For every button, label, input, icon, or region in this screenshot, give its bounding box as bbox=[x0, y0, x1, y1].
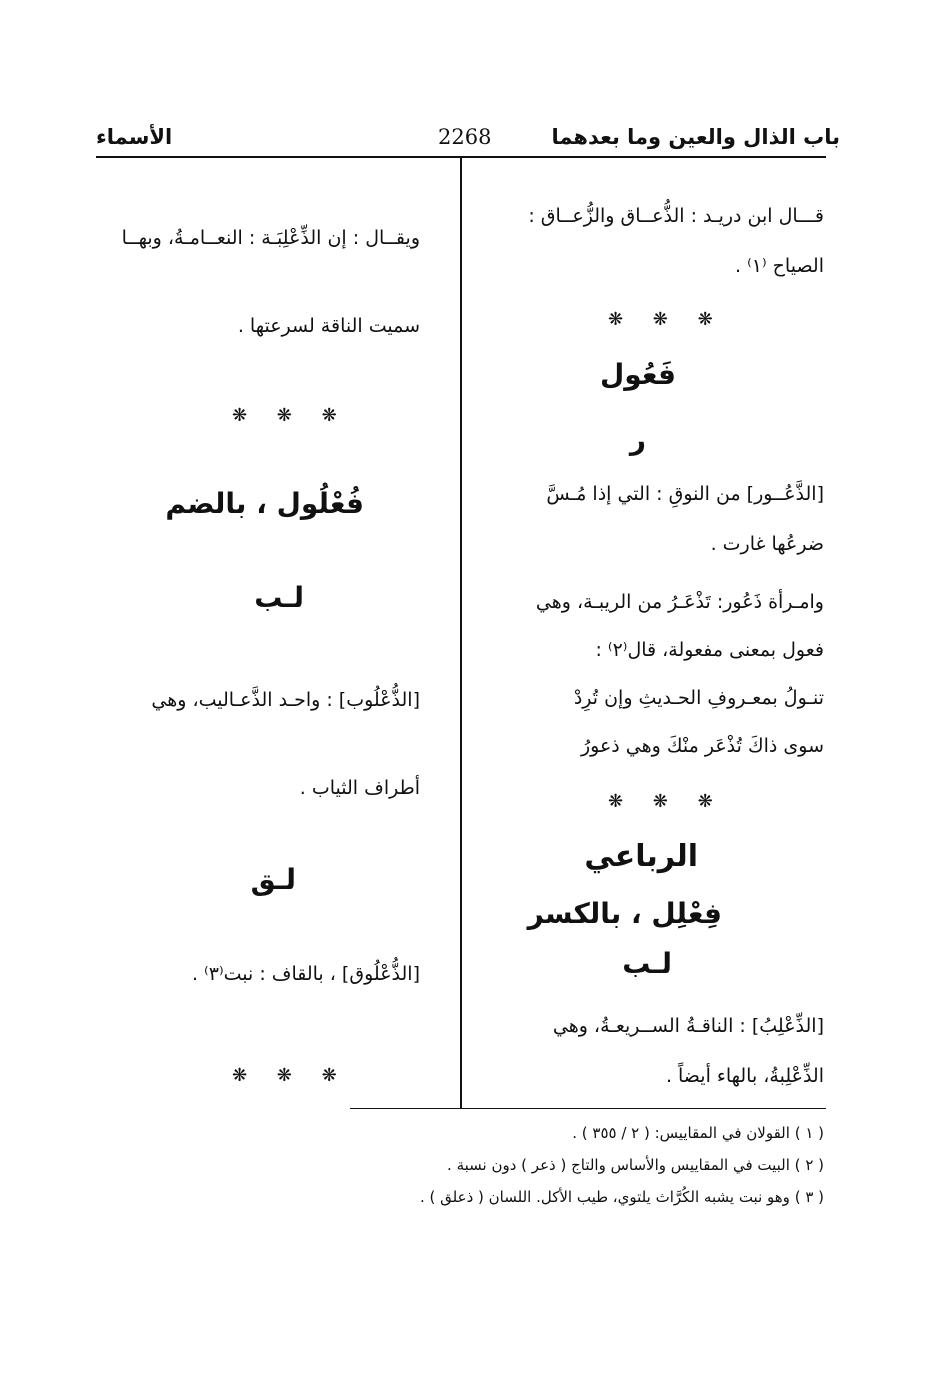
right-p4-line2: الذِّعْلِبةُ، بالهاء أيضاً . bbox=[665, 1065, 824, 1087]
heading-fauul: فَعُول bbox=[600, 358, 676, 391]
right-stars-2: ❋ ❋ ❋ bbox=[608, 791, 725, 812]
right-p3-line2: فعول بمعنى مفعولة، قال⁽٢⁾ : bbox=[595, 639, 824, 661]
verse-line-2: سوى ذاكَ تُذْعَر منْكَ وهي ذعورُ bbox=[580, 735, 824, 757]
right-p2-line2: ضرعُها غارت . bbox=[710, 533, 824, 555]
column-divider bbox=[460, 158, 462, 1108]
footnote-2: ( ٢ ) البيت في المقاييس والأساس والتاج ( ذعر ) دون نسبة . bbox=[447, 1156, 824, 1174]
heading-rubai: الرباعي bbox=[584, 839, 698, 874]
left-stars-2: ❋ ❋ ❋ bbox=[232, 1065, 349, 1086]
left-p1-line1: ويقــال : إن الذِّعْلِبَـة : النعــامـةُ، وبهــا bbox=[121, 227, 420, 249]
right-p4-line1: [الذِّعْلِبُ] : الناقـةُ الســريعـةُ، وهي bbox=[552, 1015, 824, 1037]
section-title: الأسماء bbox=[96, 125, 173, 149]
left-p3-line1: [الذُّعْلُوق] ، بالقاف : نبت⁽٣⁾ . bbox=[191, 963, 420, 985]
heading-lam-qaf: لـق bbox=[250, 863, 296, 896]
chapter-title: باب الذال والعين وما بعدهما bbox=[551, 125, 840, 149]
footnote-rule bbox=[350, 1108, 826, 1109]
heading-ra: ر bbox=[629, 423, 646, 456]
heading-fiilil: فِعْلِل ، بالكسر bbox=[527, 897, 722, 930]
left-p1-line2: سميت الناقة لسرعتها . bbox=[237, 315, 420, 337]
heading-fulul: فُعْلُول ، بالضم bbox=[165, 487, 364, 520]
footnote-1: ( ١ ) القولان في المقاييس: ( ٢ / ٣٥٥ ) . bbox=[572, 1124, 824, 1142]
left-p2-line2: أطراف الثياب . bbox=[299, 777, 420, 799]
left-stars-1: ❋ ❋ ❋ bbox=[232, 405, 349, 426]
right-stars-1: ❋ ❋ ❋ bbox=[608, 309, 725, 330]
left-p2-line1: [الذُّعْلُوب] : واحـد الذَّعـاليب، وهي bbox=[151, 689, 420, 711]
heading-lam-ba-right: لـب bbox=[622, 947, 672, 980]
right-p1-line2: الصياح ⁽١⁾ . bbox=[734, 255, 824, 277]
right-p1-line1: قـــال ابن دريـد : الذُّعــاق والزُّعــاق : bbox=[528, 205, 824, 227]
verse-line-1: تنـولُ بمعـروفِ الحـديثِ وإن تُرِدْ bbox=[573, 687, 824, 709]
page-number: 2268 bbox=[438, 125, 492, 149]
footnote-3: ( ٣ ) وهو نبت يشبه الكُرَّاث يلتوي، طيب الأكل. اللسان ( ذعلق ) . bbox=[420, 1188, 824, 1206]
right-p2-line1: [الذَّعُــور] من النوقِ : التي إذا مُـسَّ bbox=[546, 483, 824, 505]
right-p3-line1: وامـرأة ذَعُور: تَذْعَـرُ من الريبـة، وهي bbox=[535, 591, 824, 613]
heading-lam-ba-left: لـب bbox=[254, 581, 304, 614]
